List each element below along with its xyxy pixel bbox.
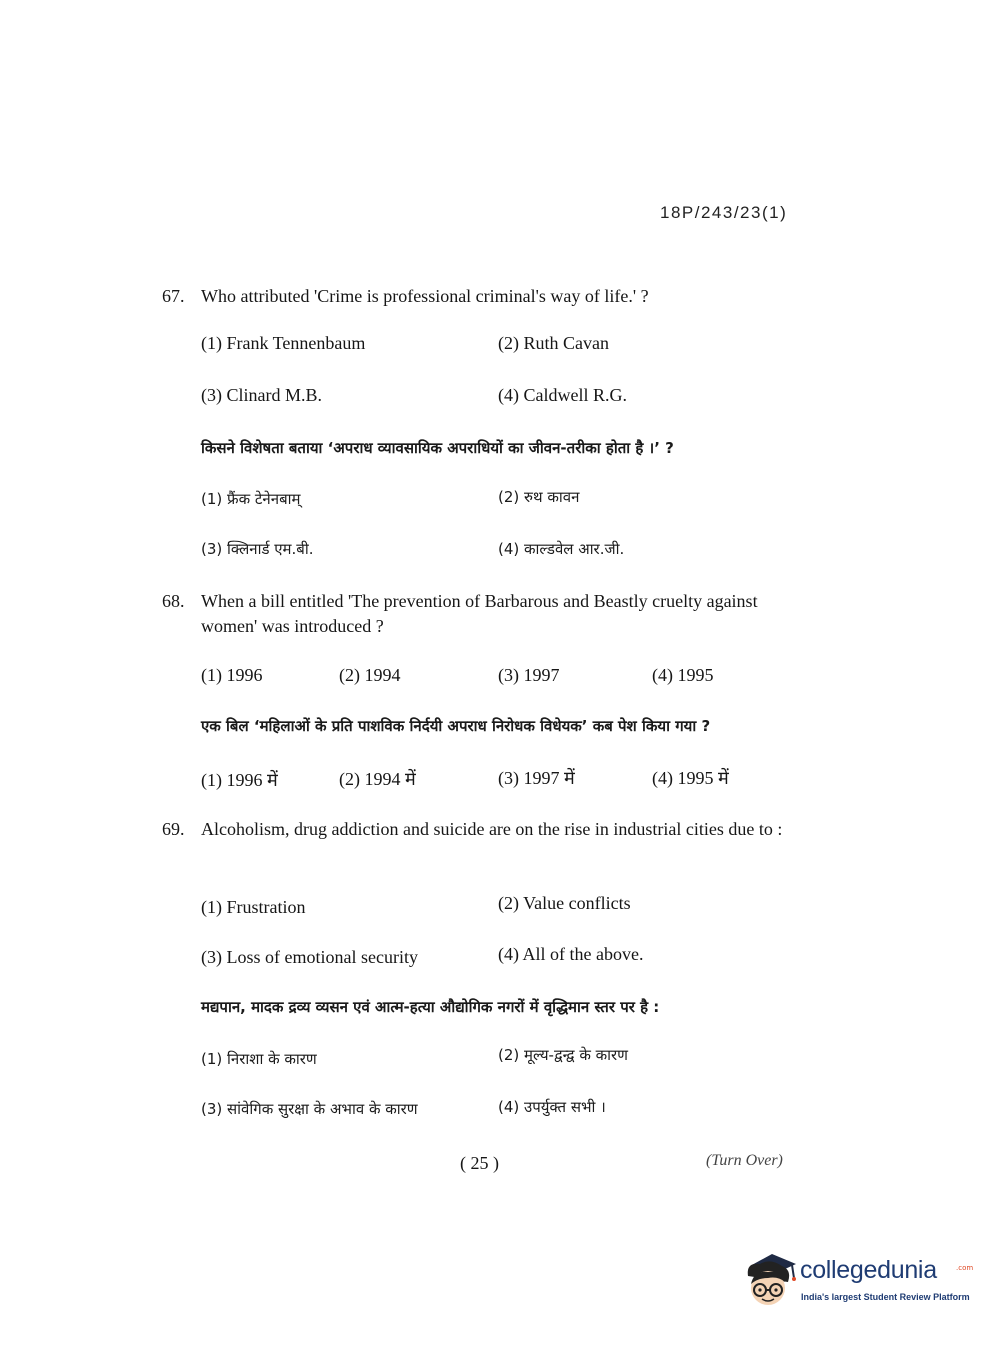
paper-code: 18P/243/23(1) xyxy=(660,203,788,222)
option-hi-3: (3) 1997 में xyxy=(498,768,575,788)
option-en-4: (4) Caldwell R.G. xyxy=(498,385,627,405)
question-number: 67. xyxy=(162,286,185,306)
brand-name: collegedunia xyxy=(800,1256,937,1284)
option-hi-2: (2) मूल्य-द्वन्द्व के कारण xyxy=(498,1046,628,1064)
question-text-en: Who attributed 'Crime is professional criminal's way of life.' ? xyxy=(201,286,649,306)
option-en-2: (2) Ruth Cavan xyxy=(498,333,609,353)
question-68 xyxy=(162,589,802,639)
student-mascot-icon xyxy=(742,1248,800,1314)
option-en-4: (4) All of the above. xyxy=(498,944,644,964)
question-69 xyxy=(162,817,802,842)
option-hi-2: (2) 1994 में xyxy=(339,769,416,789)
option-en-1: (1) 1996 xyxy=(201,665,263,685)
option-hi-3: (3) सांवेगिक सुरक्षा के अभाव के कारण xyxy=(201,1100,418,1118)
option-en-4: (4) 1995 xyxy=(652,665,714,685)
option-hi-1: (1) फ्रैंक टेनेनबाम् xyxy=(201,490,301,508)
option-hi-2: (2) रुथ कावन xyxy=(498,488,580,506)
option-hi-3: (3) क्लिनार्ड एम.बी. xyxy=(201,540,314,558)
option-en-2: (2) Value conflicts xyxy=(498,893,631,913)
question-text-hi: एक बिल ‘महिलाओं के प्रति पाशविक निर्दयी अपराध निरोधक विधेयक’ कब पेश किया गया ? xyxy=(201,717,711,735)
collegedunia-watermark xyxy=(742,1248,972,1318)
brand-tagline: India's largest Student Review Platform xyxy=(801,1292,970,1302)
option-hi-1: (1) 1996 में xyxy=(201,770,278,790)
question-text-en: Alcoholism, drug addiction and suicide are on the rise in industrial cities due to : xyxy=(201,819,783,839)
question-text-hi: मद्यपान, मादक द्रव्य व्यसन एवं आत्म-हत्या औद्योगिक नगरों में वृद्धिमान स्तर पर है : xyxy=(201,998,660,1016)
question-text-en: When a bill entitled 'The prevention of Barbarous and Beastly cruelty against women' was introduced ? xyxy=(201,591,758,636)
turn-over-note: (Turn Over) xyxy=(706,1152,783,1169)
question-67 xyxy=(162,284,802,309)
question-number: 68. xyxy=(162,591,185,611)
page-number: ( 25 ) xyxy=(460,1153,499,1173)
option-en-3: (3) Loss of emotional security xyxy=(201,947,418,967)
option-en-2: (2) 1994 xyxy=(339,665,401,685)
option-hi-1: (1) निराशा के कारण xyxy=(201,1050,317,1068)
option-en-3: (3) 1997 xyxy=(498,665,560,685)
option-en-1: (1) Frank Tennenbaum xyxy=(201,333,366,353)
brand-domain: .com xyxy=(956,1264,974,1272)
question-text-hi: किसने विशेषता बताया ‘अपराध व्यावसायिक अपराधियों का जीवन-तरीका होता है ।’ ? xyxy=(201,439,674,457)
option-en-1: (1) Frustration xyxy=(201,897,306,917)
option-hi-4: (4) 1995 में xyxy=(652,768,729,788)
option-en-3: (3) Clinard M.B. xyxy=(201,385,322,405)
option-hi-4: (4) उपर्युक्त सभी । xyxy=(498,1098,606,1116)
option-hi-4: (4) काल्डवेल आर.जी. xyxy=(498,540,625,558)
question-number: 69. xyxy=(162,819,185,839)
